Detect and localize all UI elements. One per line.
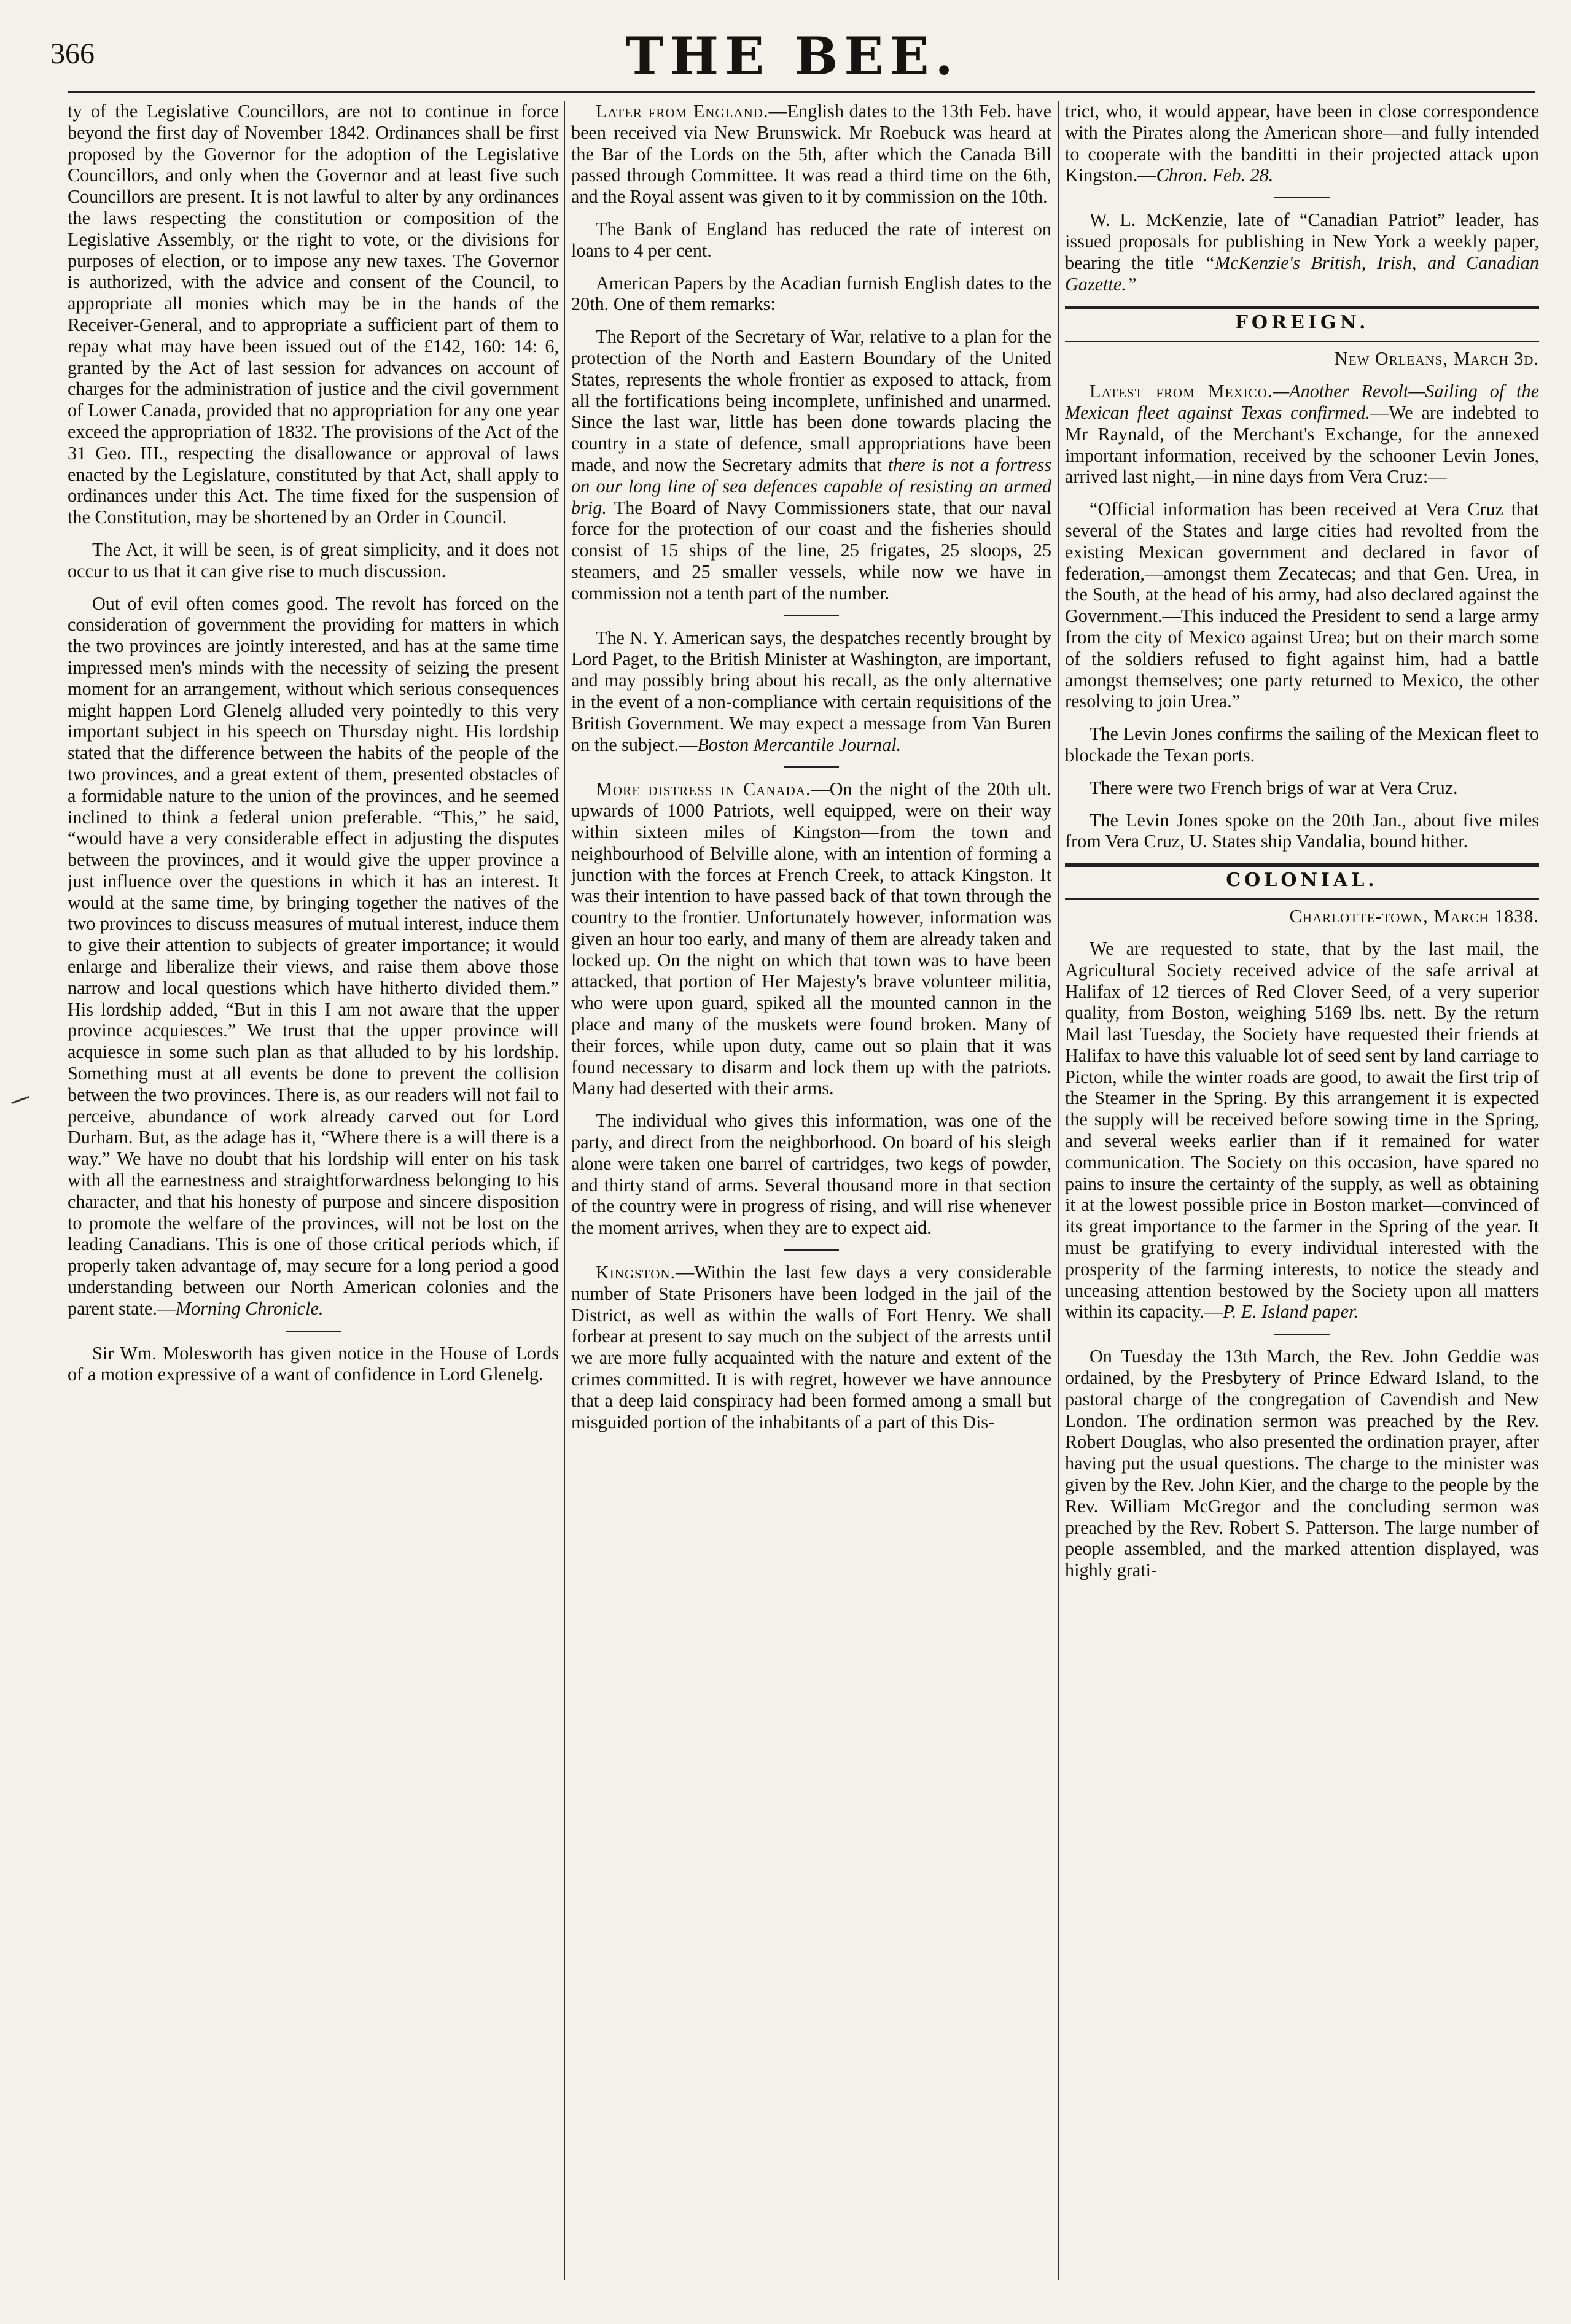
section-rule [1065, 341, 1539, 342]
article-separator [784, 1249, 839, 1251]
article-paragraph: W. L. McKenzie, late of “Canadian Patriot” leader, has issued proposals for publishing in New York a weekly paper, bearing the title “McKenzie's British, Irish, and Canadian Gazette.” [1065, 209, 1539, 295]
article-paragraph: The Act, it will be seen, is of great simplicity, and it does not occur to us that it can give rise to much discussion. [68, 538, 559, 581]
article-heading: Latest from Mexico. [1090, 381, 1273, 402]
column-divider [564, 101, 565, 2280]
article-heading: Later from England. [596, 101, 769, 122]
article-paragraph: More distress in Canada.—On the night of the 20th ult. upwards of 1000 Patriots, well equipped, were on their way within sixteen miles of Kingston—from the town and neighbourhood of Belville alone, with an intention of forming a junction with the forces at French Creek, to attack Kingston. It was their intention to have passed back of that town through the country to the frontier. Unfortunately however, information was given an hour too early, and many of them are already taken and locked up. On the night on which that town was to have been attacked, that portion of Her Majesty's brave volunteer militia, who were upon guard, spiked all the mounted cannon in the place and many of the muskets were found broken. Many of their forces, while upon duty, came out so plain that it was found necessary to disarm and lock them up with the patriots. Many had deserted with their arms. [571, 779, 1051, 1099]
section-rule [1065, 306, 1539, 309]
article-paragraph: We are requested to state, that by the last mail, the Agricultural Society received advice of the safe arrival at Halifax of 12 tierces of Red Clover Seed, of a very superior quality, from Boston, weighing 5169 lbs. nett. By the return Mail last Tuesday, the Society have requested their friends at Halifax to have this valuable lot of seed sent by land carriage to Picton, while the winter roads are good, to await the first trip of the Steamer in the Spring. By this arrangement it is expected the supply will be received before sowing time in the Spring, and several weeks earlier than if it remained for water communication. The Society on this occasion, have spared no pains to insure the certainty of the supply, as well as obtaining it at the lowest possible price in Boston market—convinced of its great importance to the farmer in the Spring of the year. It must be gratifying to every individual interested with the prosperity of the farming interests, to notice the steady and unceasing attention bestowed by the Society upon all matters within its capacity.—P. E. Island paper. [1065, 938, 1539, 1323]
masthead [37, 22, 1548, 96]
article-separator [784, 615, 839, 616]
section-heading-foreign: FOREIGN. [1234, 312, 1370, 334]
article-paragraph: American Papers by the Acadian furnish English dates to the 20th. One of them remarks: [571, 272, 1051, 315]
article-paragraph: The Report of the Secretary of War, relative to a plan for the protection of the North and Eastern Boundary of the United States, represents the whole frontier as exposed to attack, from all the fortifications being incomplete, unfinished and unarmed. Since the last war, little has been done towards placing the country in a state of defence, small appropriations have been made, and now the Secretary admits that there is not a fortress on our long line of sea defences capable of resisting an armed brig. The Board of Navy Commissioners state, that our naval force for the protection of our coast and the fisheries should consist of 15 ships of the line, 25 frigates, 25 sloops, 25 steamers, and 25 smaller vessels, while now we have in commission not a tenth part of the number. [571, 326, 1051, 604]
source-credit: Chron. Feb. 28. [1156, 165, 1274, 186]
column-2 [571, 101, 1051, 2299]
article-paragraph: Out of evil often comes good. The revolt has forced on the consideration of government the providing for matters in which the two provinces are jointly interested, and has at the same time impressed men's minds with the necessity of seizing the present moment for an arrangement, without which serious consequences might happen Lord Glenelg alluded very pointedly to this very important subject in his speech on Thursday night. His lordship stated that the difference between the habits of the people of the two provinces, and a great extent of them, presented obstacles of a formidable nature to the union of the provinces, and he seemed inclined to think a federal union preferable. “This,” he said, “would have a very considerable effect in adjusting the disputes between the provinces, and it would give the upper province a just influence over the questions in which it has an interest. It would at the same time, by bringing together the natives of the two provinces to discuss measures of mutual interest, induce them to give their attention to subjects of greater importance; it would enlarge and liberalize their views, and raise them above those narrow and local questions which have hitherto divided them.” His lordship added, “But in this I am not aware that the upper province acquiesces.” We trust that the upper province will acquiesce in some such plan as that alluded to by his lordship. Something must at all events be done to prevent the collision between the two provinces. There is, as our readers will not fail to perceive, abundance of work already carved out for Lord Durham. But, as the adage has it, “Where there is a will there is a way.” We have no doubt that his lordship will enter on his task with all the earnestness and straightforwardness belonging to his character, and that his honesty of purpose and sincere disposition to promote the welfare of the provinces, will not be lost on the leading Canadians. This is one of those critical periods which, if properly taken advantage of, may secure for a long period a good understanding between our North American colonies and the parent state.—Morning Chronicle. [68, 593, 559, 1319]
article-paragraph: ty of the Legislative Councillors, are not to continue in force beyond the first day of November 1842. Ordinances shall be first proposed by the Governor for the adoption of the Legislative Councillors, and only when the Governor and at least five such Councillors are present. It is not lawful to alter by any ordinances the laws respecting the constitution or composition of the Legislative Assembly, or the right to vote, or the divisions for purposes of election, or to impose any new taxes. The Governor is authorized, with the advice and consent of the Council, to appropriate all monies which may be in the hands of the Receiver-General, and to appropriate a sufficient part of them to repay what may have been issued out of the £142, 160: 14: 6, granted by the Act of last session for advances on account of charges for the administration of justice and the civil government of Lower Canada, provided that no appropriation for any one year exceed the appropriation of 1832. The provisions of the Act of the 31 Geo. III., respecting the disallowance or approval of laws enacted by the Legislature, constituted by that Act, shall apply to ordinances under this Act. The time fixed for the suspension of the Constitution, may be shortened by an Order in Council. [68, 101, 559, 528]
article-paragraph: The Bank of England has reduced the rate of interest on loans to 4 per cent. [571, 218, 1051, 261]
article-paragraph: The individual who gives this information, was one of the party, and direct from the neighborhood. On board of his sleigh alone were taken one barrel of cartridges, two kegs of powder, and thirty stand of arms. Several thousand more in that section of the country were in progress of rising, and will rise whenever the moment arrives, when they are to expect aid. [571, 1110, 1051, 1238]
article-paragraph: There were two French brigs of war at Vera Cruz. [1090, 777, 1458, 798]
section-rule [1065, 863, 1539, 867]
article-separator [286, 1331, 341, 1332]
article-heading: Kingston. [596, 1262, 676, 1283]
article-paragraph: On Tuesday the 13th March, the Rev. John Geddie was ordained, by the Presbytery of Prince Edward Island, to the pastoral charge of the congregation of Cavendish and New London. The ordination sermon was preached by the Rev. Robert Douglas, who also presented the ordination prayer, after having put the usual questions. The charge to the minister was given by the Rev. John Kier, and the charge to the people by the Rev. William McGregor and the concluding sermon was preached by the Rev. Robert S. Patterson. The large number of people assembled, and the marked attention displayed, was highly grati- [1065, 1346, 1539, 1581]
source-credit: P. E. Island paper. [1223, 1301, 1359, 1323]
dateline: New Orleans, March 3d. [1334, 348, 1539, 370]
article-paragraph: Kingston.—Within the last few days a very considerable number of State Prisoners have been lodged in the jail of the District, as well as within the walls of Fort Henry. We shall forbear at present to say much on the subject of the arrests until we are more fully acquainted with the nature and extent of the crimes committed. It is with regret, however we have announce that a deep laid conspiracy had been formed among a small but misguided portion of the inhabitants of a part of this Dis- [571, 1262, 1051, 1432]
article-paragraph: Latest from Mexico.—Another Revolt—Sailing of the Mexican fleet against Texas confirmed.—We are indebted to Mr Raynald, of the Merchant's Exchange, for the annexed important information, received by the schooner Levin Jones, arrived last night,—in nine days from Vera Cruz:— [1065, 381, 1539, 488]
article-separator [1274, 1334, 1330, 1335]
column-3 [1065, 101, 1539, 2299]
article-paragraph: The Levin Jones spoke on the 20th Jan., about five miles from Vera Cruz, U. States ship Vandalia, bound hither. [1065, 809, 1539, 852]
article-paragraph: trict, who, it would appear, have been in close correspondence with the Pirates along the American shore—and fully intended to cooperate with the banditti in their projected attack upon Kingston.—Chron. Feb. 28. [1065, 101, 1539, 186]
column-divider [1058, 101, 1059, 2280]
newspaper-title: THE BEE. [625, 26, 959, 87]
article-paragraph: The N. Y. American says, the despatches recently brought by Lord Paget, to the British Minister at Washington, are important, and may possibly bring about his recall, as the only alternative in the event of a non-compliance with certain requisitions of the British Government. We may expect a message from Van Buren on the subject.—Boston Mercantile Journal. [571, 627, 1051, 755]
header-rule [68, 91, 1535, 93]
section-heading-colonial: COLONIAL. [1226, 869, 1378, 892]
page-number: 366 [50, 37, 95, 70]
article-separator [784, 766, 839, 768]
article-separator [1274, 197, 1330, 198]
article-paragraph: The Levin Jones confirms the sailing of the Mexican fleet to blockade the Texan ports. [1065, 723, 1539, 766]
source-credit: Boston Mercantile Journal. [697, 734, 902, 755]
article-paragraph: Sir Wm. Molesworth has given notice in the House of Lords of a motion expressive of a want of confidence in Lord Glenelg. [68, 1342, 559, 1385]
article-paragraph: “Official information has been received at Vera Cruz that several of the States and large cities had revolted from the existing Mexican government and declared in favor of federation,—amongst them Zecatecas; and that Gen. Urea, in the South, at the head of his army, had also declared against the Government.—This induced the President to send a large army from the city of Mexico against Urea; but on their march some of the soldiers refused to fight against him, had a battle amongst themselves; one party returned to Mexico, the other resolving to join Urea.” [1065, 499, 1539, 712]
column-1 [68, 101, 559, 2299]
section-rule [1065, 898, 1539, 900]
dateline: Charlotte-town, March 1838. [1289, 906, 1539, 927]
article-paragraph: Later from England.—English dates to the 13th Feb. have been received via New Brunswick. Mr Roebuck was heard at the Bar of the Lords on the 5th, after which the Canada Bill passed through Committee. It was read a third time on the 6th, and the Royal assent was given to it by commission on the 10th. [571, 101, 1051, 208]
article-heading: More distress in Canada. [596, 779, 811, 800]
source-credit: Morning Chronicle. [176, 1297, 324, 1319]
margin-mark [11, 1096, 29, 1104]
